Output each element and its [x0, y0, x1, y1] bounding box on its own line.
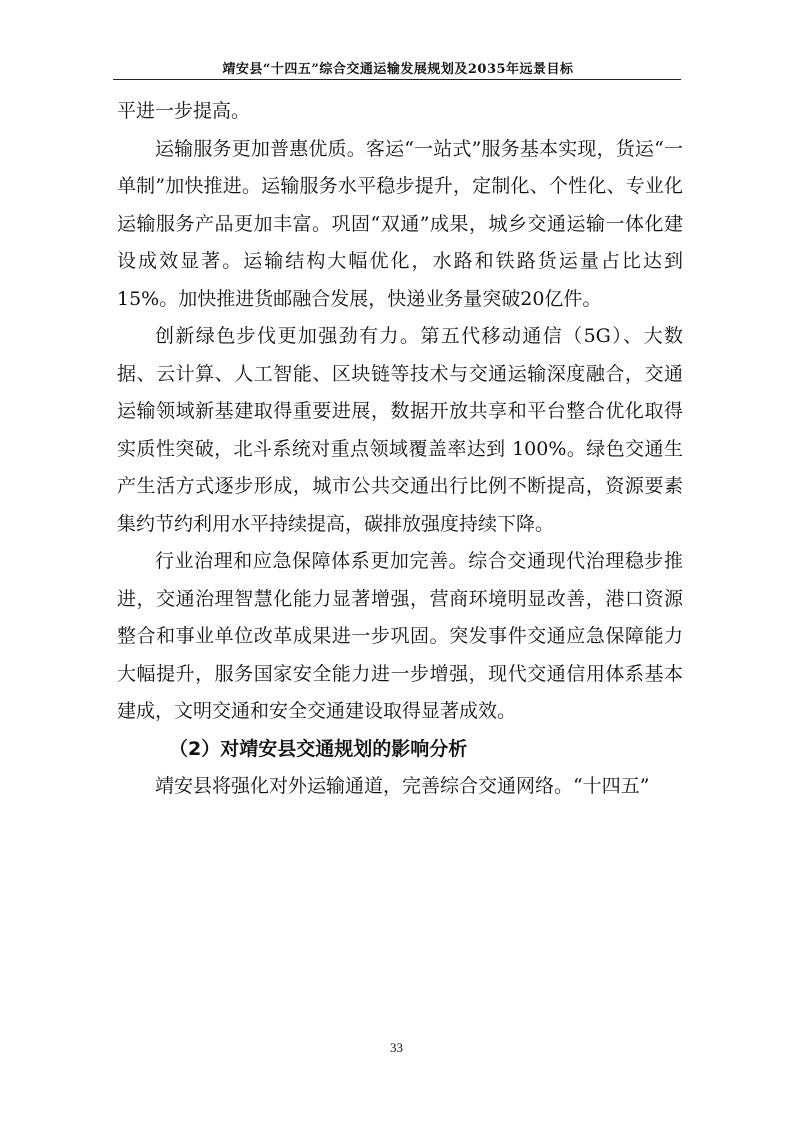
paragraph-jingan-impact: 靖安县将强化对外运输通道，完善综合交通网络。“十四五”	[155, 775, 650, 797]
running-header: 靖安县“十四五”综合交通运输发展规划及2035年远景目标	[222, 62, 574, 77]
paragraph-governance-emergency: 行业治理和应急保障体系更加完善。综合交通现代治理稳步推进，交通治理智慧化能力显著增强，营商环境明显改善，港口资源整合和事业单位改革成果进一步巩固。突发事件交通应急保障能力大幅提升，服务国家安全能力进一步增强，现代交通信用体系基本建成，文明交通和安全交通建设取得显著成效。	[117, 550, 683, 722]
paragraph-transport-service: 运输服务更加普惠优质。客运“一站式”服务基本实现，货运“一单制”加快推进。运输服务水平稳步提升，定制化、个性化、专业化运输服务产品更加丰富。巩固“双通”成果，城乡交通运输一体化建设成效显著。运输结构大幅优化，水路和铁路货运量占比达到 15%。加快推进货邮融合发展，快递业务量突破20亿件。	[117, 137, 683, 310]
body-text	[117, 93, 683, 806]
page-number: 33	[390, 1040, 403, 1055]
section-heading: （2）对靖安县交通规划的影响分析	[169, 737, 468, 760]
header-divider	[113, 79, 681, 80]
paragraph-innovation-green: 创新绿色步伐更加强劲有力。第五代移动通信（5G）、大数据、云计算、人工智能、区块链等技术与交通运输深度融合，交通运输领域新基建取得重要进展，数据开放共享和平台整合优化取得实质性突破，北斗系统对重点领域覆盖率达到 100%。绿色交通生产生活方式逐步形成，城市公共交通出行比例不断提高，资源要素集约节约利用水平持续提高，碳排放强度持续下降。	[117, 325, 683, 535]
paragraph-continuation: 平进一步提高。	[117, 100, 251, 122]
